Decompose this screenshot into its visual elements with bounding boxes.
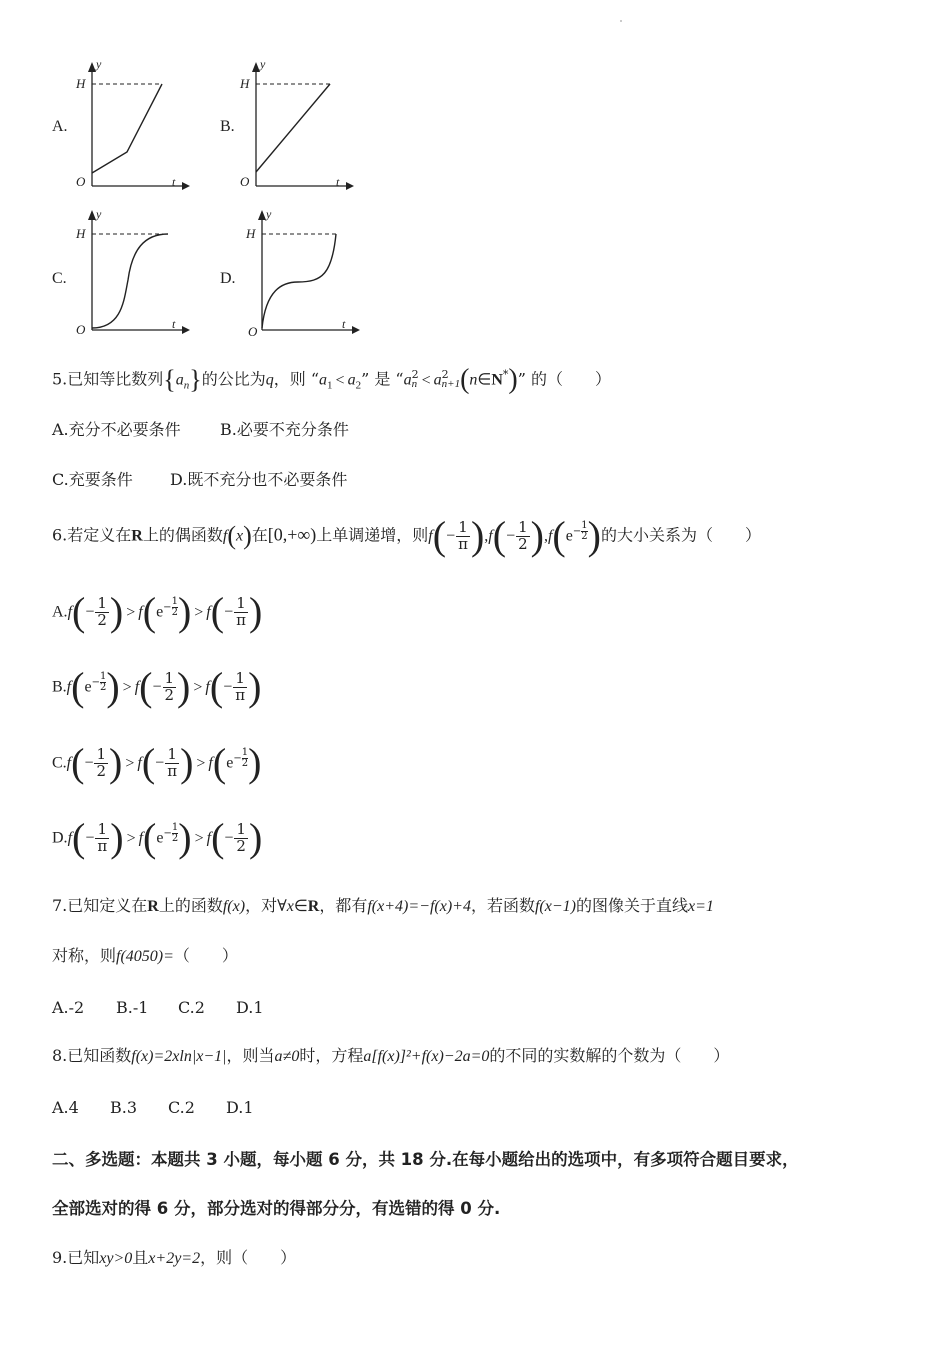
svg-text:y: y: [260, 57, 266, 71]
svg-text:O: O: [248, 324, 258, 339]
graph-a: [70, 58, 190, 193]
question-6-option-b[interactable]: B.f(e− $\frac{1}{2}$ ) > f(− $\frac{1}{2}$ ) > f(− $\frac{1}{\pi}$ ): [52, 664, 262, 709]
option-a[interactable]: A.-2: [52, 998, 85, 1017]
svg-text:O: O: [76, 322, 86, 337]
svg-text:t: t: [172, 175, 176, 189]
question-7-line-2: 对称，则f(4050)=（ ）: [52, 946, 238, 965]
svg-text:H: H: [246, 226, 256, 241]
question-9: 9.已知xy>0且x+2y=2，则（ ）: [52, 1248, 297, 1267]
option-b[interactable]: B.必要不充分条件: [220, 420, 349, 439]
svg-text:H: H: [76, 76, 86, 91]
question-6-option-c[interactable]: C.f(− $\frac{1}{2}$ ) > f(− $\frac{1}{\pi}$ ) > f(e− $\frac{1}{2}$ ): [52, 740, 262, 785]
option-b[interactable]: B.3: [110, 1098, 138, 1117]
question-6: 6.若定义在R上的偶函数f(x)在[0,+∞)上单调递增，则f(− $\frac{1}{\pi}$ ),f(− $\frac{1}{2}$ ),f(e− $\frac{1}{2}$ )的大小关系为（ ）: [52, 513, 761, 558]
option-d[interactable]: D.1: [236, 998, 264, 1017]
question-5-options-row-2: [52, 470, 347, 491]
scan-speck: [620, 20, 622, 22]
question-7-line-1: 7.已知定义在R上的函数f(x)，对∀x∈R，都有f(x+4)=−f(x)+4，若函数f(x−1)的图像关于直线x=1: [52, 896, 714, 915]
option-a[interactable]: A.4: [52, 1098, 79, 1117]
option-d[interactable]: D.既不充分也不必要条件: [170, 470, 348, 489]
svg-text:H: H: [76, 226, 86, 241]
question-6-option-d[interactable]: D.f(− $\frac{1}{\pi}$ ) > f(e− $\frac{1}{2}$ ) > f(− $\frac{1}{2}$ ): [52, 815, 263, 860]
svg-text:y: y: [96, 207, 102, 221]
option-letter: D.: [220, 270, 236, 287]
question-8-options: [52, 1098, 254, 1119]
svg-text:t: t: [342, 317, 346, 331]
option-letter: B.: [220, 118, 235, 135]
svg-text:O: O: [76, 174, 86, 189]
question-6-option-a[interactable]: A.f(− $\frac{1}{2}$ ) > f(e− $\frac{1}{2}$ ) > f(− $\frac{1}{\pi}$ ): [52, 589, 263, 634]
option-letter: A.: [52, 118, 68, 135]
svg-text:t: t: [336, 175, 340, 189]
graph-c: [72, 207, 192, 345]
section-2-heading: 二、多选题：本题共 3 小题，每小题 6 分，共 18 分.在每小题给出的选项中，有多项符合题目要求，: [52, 1150, 799, 1169]
option-d[interactable]: D.1: [226, 1098, 254, 1117]
svg-text:y: y: [96, 57, 102, 71]
option-c[interactable]: C.2: [178, 998, 205, 1017]
option-c[interactable]: C.2: [168, 1098, 195, 1117]
svg-text:t: t: [172, 317, 176, 331]
section-2-instructions: 全部选对的得 6 分，部分选对的得部分分，有选错的得 0 分.: [52, 1199, 501, 1218]
option-letter: C.: [52, 270, 67, 287]
question-5-options-row-1: [52, 420, 349, 441]
option-a[interactable]: A.充分不必要条件: [52, 420, 181, 439]
graph-b: [236, 58, 356, 193]
question-5: 5.已知等比数列$\{a_n\}$的公比为q，则 “$a_1 < a_2$” 是 “a 2 n < a 2 n+1 (n∈N*)” 的（ ）: [52, 364, 612, 395]
svg-text:y: y: [266, 207, 272, 221]
option-b[interactable]: B.-1: [116, 998, 149, 1017]
question-7-options: [52, 998, 264, 1019]
graph-d: [242, 207, 362, 345]
svg-text:H: H: [240, 76, 250, 91]
question-8: 8.已知函数f(x)=2xln|x−1|，则当a≠0时，方程a[f(x)]²+f(x)−2a=0的不同的实数解的个数为（ ）: [52, 1046, 730, 1065]
svg-text:O: O: [240, 174, 250, 189]
option-c[interactable]: C.充要条件: [52, 470, 133, 489]
